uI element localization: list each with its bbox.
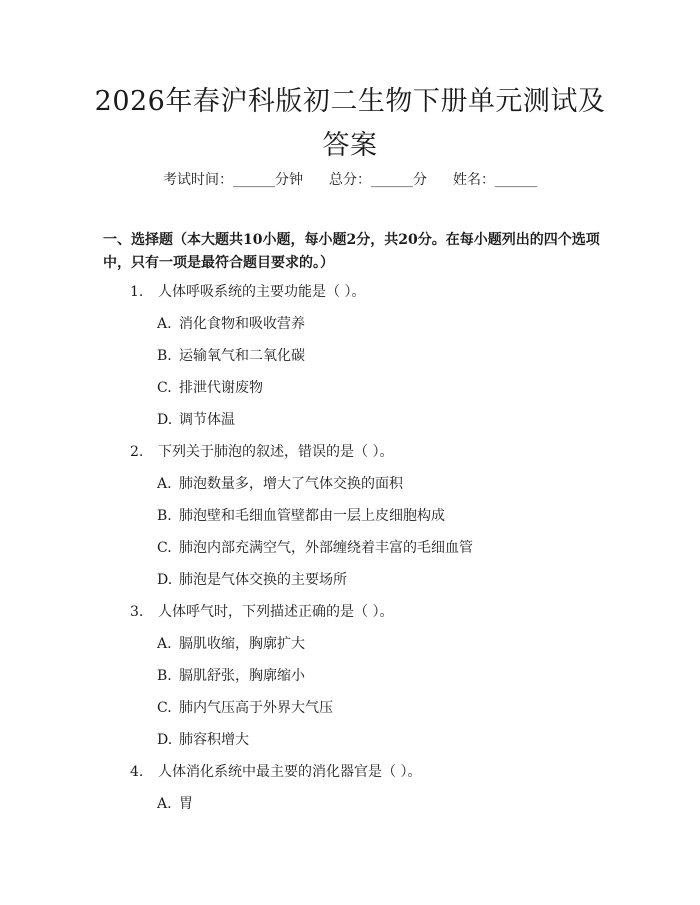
option-text: 肺泡是气体交换的主要场所 [179,572,347,588]
option-letter: B. [157,508,172,524]
option-letter: A. [157,316,172,332]
option-letter: D. [157,412,173,428]
option-text: 肺内气压高于外界大气压 [179,700,333,716]
question-3-option-a [157,634,305,654]
option-letter: D. [157,732,173,748]
question-1-option-b [157,346,305,366]
question-2-option-c [157,538,473,558]
question-number: 1. [130,284,144,300]
question-1-option-d [157,410,235,430]
question-2 [130,442,393,462]
section-heading-multiple-choice: 一、选择题（本大题共10小题，每小题2分，共20分。在每小题列出的四个选项中，只有一项是最符合题目要求的。） [103,232,600,271]
option-letter: B. [157,668,172,684]
option-text: 肺泡数量多，增大了气体交换的面积 [179,476,403,492]
option-text: 膈肌收缩，胸廓扩大 [179,636,305,652]
option-letter: A. [157,636,172,652]
option-text: 运输氧气和二氧化碳 [179,348,305,364]
question-3-option-b [157,666,305,686]
question-4 [130,762,421,782]
question-3-option-d [157,730,249,750]
question-stem: 下列关于肺泡的叙述，错误的是（ ）。 [158,444,394,460]
exam-time-field: 考试时间：______分钟 [163,172,303,188]
question-1-option-a [157,314,305,334]
exam-info-line [0,170,700,190]
question-1-option-c [157,378,263,398]
option-letter: D. [157,572,173,588]
question-2-option-b [157,506,445,526]
option-letter: C. [157,700,172,716]
option-letter: A. [157,796,172,812]
question-number: 2. [130,444,144,460]
question-stem: 人体呼气时，下列描述正确的是（ ）。 [158,604,394,620]
question-2-option-d [157,570,347,590]
option-text: 调节体温 [179,412,235,428]
question-4-option-a [157,794,193,814]
option-letter: B. [157,348,172,364]
question-number: 4. [130,764,144,780]
question-3-option-c [157,698,333,718]
option-text: 膈肌舒张，胸廓缩小 [179,668,305,684]
option-text: 肺泡内部充满空气，外部缠绕着丰富的毛细血管 [179,540,473,556]
total-score-field: 总分：______分 [329,172,427,188]
option-letter: A. [157,476,172,492]
question-2-option-a [157,474,403,494]
question-3 [130,602,393,622]
question-stem: 人体消化系统中最主要的消化器官是（ ）。 [158,764,422,780]
option-text: 消化食物和吸收营养 [179,316,305,332]
option-text: 胃 [179,796,193,812]
option-letter: C. [157,380,172,396]
student-name-field: 姓名：______ [453,172,537,188]
question-1 [130,282,365,302]
option-letter: C. [157,540,172,556]
option-text: 肺泡壁和毛细血管壁都由一层上皮细胞构成 [179,508,445,524]
document-title: 2026年春沪科版初二生物下册单元测试及答案 [94,86,606,161]
option-text: 肺容积增大 [179,732,249,748]
question-number: 3. [130,604,144,620]
option-text: 排泄代谢废物 [179,380,263,396]
question-stem: 人体呼吸系统的主要功能是（ ）。 [158,284,366,300]
